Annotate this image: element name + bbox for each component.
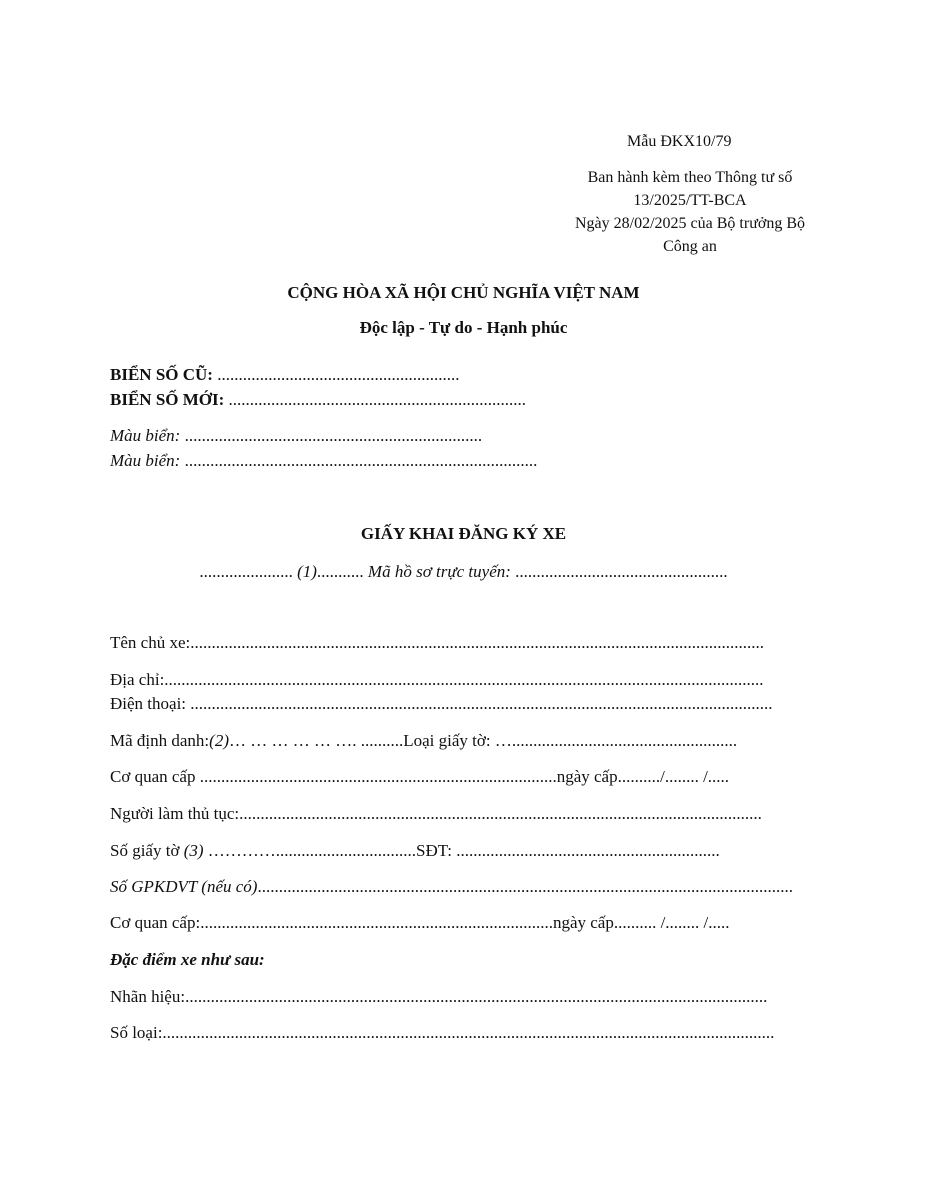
plate-color-field-2[interactable]: ................................................................................... bbox=[180, 451, 538, 470]
form-title: GIẤY KHAI ĐĂNG KÝ XE bbox=[360, 524, 567, 543]
old-plate-field[interactable]: ......................................................... bbox=[212, 365, 460, 384]
subline-mid-dots[interactable]: ........... bbox=[316, 562, 368, 581]
plate-color-row-1 bbox=[110, 426, 482, 446]
form-code: Mẫu ĐKX10/79 bbox=[627, 133, 732, 150]
gpkdvt-field[interactable]: .............................................................................................................................. bbox=[257, 877, 793, 896]
model-field[interactable]: Số loại:................................................................................................................................................ bbox=[110, 1023, 775, 1042]
new-plate-field[interactable]: ...................................................................... bbox=[224, 390, 527, 409]
new-plate-label: BIỂN SỐ MỚI: bbox=[110, 390, 225, 409]
address-field[interactable]: Địa chỉ:............................................................................................................................................. bbox=[110, 670, 764, 689]
doc-number-field[interactable]: …………................................. bbox=[203, 841, 417, 860]
issuer-row-2[interactable]: Cơ quan cấp:...................................................................................ngày cấp.......... /........ /..... bbox=[110, 913, 730, 932]
old-plate-label: BIỂN SỐ CŨ: bbox=[110, 365, 213, 384]
old-plate-row bbox=[110, 365, 459, 385]
applicant-field[interactable]: Người làm thủ tục:........................................................................................................................... bbox=[110, 804, 762, 823]
national-title: CỘNG HÒA XÃ HỘI CHỦ NGHĨA VIỆT NAM bbox=[287, 283, 640, 302]
plate-color-label-2: Màu biển: bbox=[110, 451, 181, 470]
plate-color-field-1[interactable]: ...................................................................... bbox=[180, 426, 483, 445]
sdt-field[interactable]: SĐT: .............................................................. bbox=[416, 841, 720, 860]
doc-number-ref: (3) bbox=[183, 841, 204, 860]
plate-color-row-2 bbox=[110, 451, 537, 471]
doc-number-label: Số giấy tờ bbox=[110, 841, 184, 860]
id-field[interactable]: … … … … … …. .......... bbox=[228, 731, 404, 750]
gpkdvt-label: Số GPKDVT (nếu có) bbox=[110, 877, 258, 896]
new-plate-row bbox=[110, 390, 526, 410]
subline-ref-1: (1) bbox=[297, 562, 317, 581]
gpkdvt-row bbox=[110, 877, 818, 897]
online-dossier-field[interactable]: .................................................. bbox=[510, 562, 728, 581]
brand-field[interactable]: Nhãn hiệu:......................................................................................................................................... bbox=[110, 987, 768, 1006]
doc-type-field[interactable]: Loại giấy tờ: …..................................................... bbox=[403, 731, 738, 750]
subline-prefix-dots[interactable]: ...................... bbox=[199, 562, 298, 581]
national-motto: Độc lập - Tự do - Hạnh phúc bbox=[359, 318, 568, 337]
issued-line-3: Ngày 28/02/2025 của Bộ trưởng Bộ bbox=[575, 215, 805, 232]
issued-line-1: Ban hành kèm theo Thông tư số bbox=[587, 169, 793, 186]
form-subline bbox=[0, 562, 927, 582]
id-ref: (2) bbox=[209, 731, 229, 750]
issued-line-2: 13/2025/TT-BCA bbox=[633, 192, 747, 209]
id-label: Mã định danh: bbox=[110, 731, 210, 750]
issued-line-4: Công an bbox=[663, 238, 717, 255]
online-dossier-label: Mã hồ sơ trực tuyến: bbox=[367, 562, 511, 581]
plate-color-label-1: Màu biển: bbox=[110, 426, 181, 445]
vehicle-heading: Đặc điểm xe như sau: bbox=[110, 950, 265, 969]
issuer-row-1[interactable]: Cơ quan cấp ....................................................................................ngày cấp........../........ /..... bbox=[110, 767, 730, 786]
doc-number-row bbox=[110, 841, 818, 861]
phone-field[interactable]: Điện thoại: ......................................................................................................................................... bbox=[110, 694, 773, 713]
id-row bbox=[110, 731, 818, 751]
owner-name-field[interactable]: Tên chủ xe:....................................................................................................................................... bbox=[110, 633, 764, 652]
